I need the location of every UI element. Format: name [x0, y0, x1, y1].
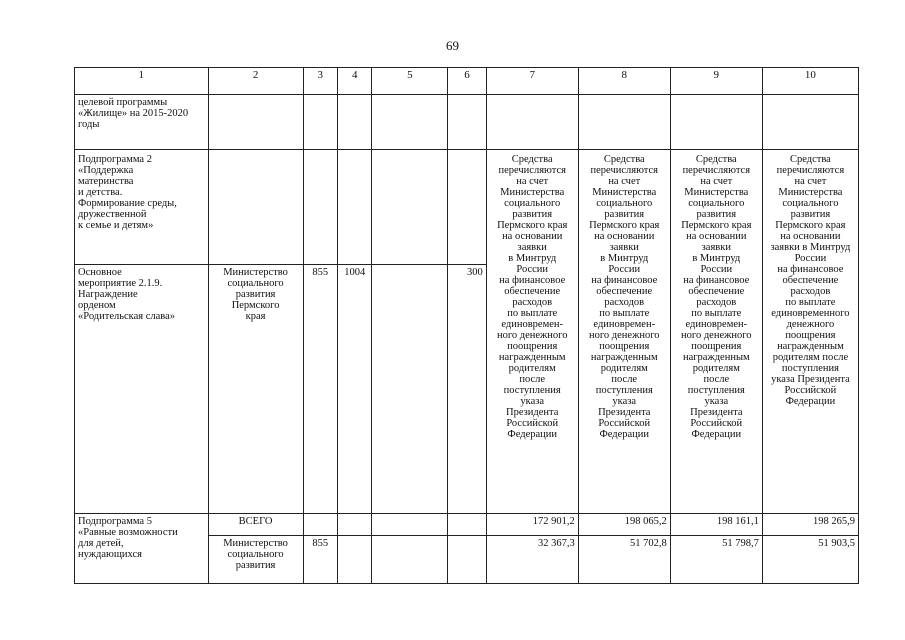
header-cell: 4 [338, 68, 372, 95]
value-col9: 51 798,7 [670, 536, 762, 584]
code-col5 [372, 265, 448, 514]
executor: Министерство социального развития [208, 536, 303, 584]
table-row [75, 95, 859, 150]
total-value-col8: 198 065,2 [578, 514, 670, 536]
header-cell: 3 [303, 68, 337, 95]
value-col8: 51 702,8 [578, 536, 670, 584]
value-col7: 32 367,3 [486, 536, 578, 584]
total-value-col10: 198 265,9 [762, 514, 858, 536]
header-cell: 2 [208, 68, 303, 95]
value-col10: 51 903,5 [762, 536, 858, 584]
header-cell: 1 [75, 68, 209, 95]
table-row [75, 514, 859, 536]
funding-note-col9: Средства перечисляются на счет Министерства социального развития Пермского края на основании заявки в Минтруд России на финансовое обеспечение расходов по выплате единовремен- ного денежного поощрения награжденным родителям после поступления указа Президента Российской Федерации [670, 150, 762, 514]
table-row [75, 150, 859, 265]
funding-note-col8: Средства перечисляются на счет Министерства социального развития Пермского края на основании заявки в Минтруд России на финансовое обеспечение расходов по выплате единовремен- ного денежного поощрения награжденным родителям после поступления указа Президента Российской Федерации [578, 150, 670, 514]
funding-note-col10: Средства перечисляются на счет Министерства социального развития Пермского края на основании заявки в Минтруд России на финансовое обеспечение расходов по выплате единовременного денежного поощрения награжденным родителям после поступления указа Президента Российской Федерации [762, 150, 858, 514]
total-label: ВСЕГО [208, 514, 303, 536]
header-cell: 8 [578, 68, 670, 95]
header-cell: 9 [670, 68, 762, 95]
total-value-col9: 198 161,1 [670, 514, 762, 536]
budget-table [74, 67, 859, 584]
executor: Министерство социального развития Пермского края [208, 265, 303, 514]
funding-note-col7: Средства перечисляются на счет Министерства социального развития Пермского края на основании заявки в Минтруд России на финансовое обеспечение расходов по выплате единовремен- ного денежного поощрения награжденным родителям после поступления указа Президента Российской Федерации [486, 150, 578, 514]
code-col3: 855 [303, 536, 337, 584]
total-value-col7: 172 901,2 [486, 514, 578, 536]
subprogram-5-title: Подпрограмма 5 «Равные возможности для детей, нуждающихся [75, 514, 209, 584]
header-cell: 6 [448, 68, 486, 95]
code-col4: 1004 [338, 265, 372, 514]
header-row [75, 68, 859, 95]
header-cell: 7 [486, 68, 578, 95]
code-col3: 855 [303, 265, 337, 514]
program-name-tail: целевой программы «Жилище» на 2015-2020 годы [75, 95, 209, 150]
subprogram-2-title: Подпрограмма 2 «Поддержка материнства и детства. Формирование среды, дружественной к семье и детям» [75, 150, 209, 265]
measure-2-1-9: Основное мероприятие 2.1.9. Награждение орденом «Родительская слава» [75, 265, 209, 514]
page-number: 69 [446, 38, 459, 53]
code-col6: 300 [448, 265, 486, 514]
header-cell: 10 [762, 68, 858, 95]
header-cell: 5 [372, 68, 448, 95]
